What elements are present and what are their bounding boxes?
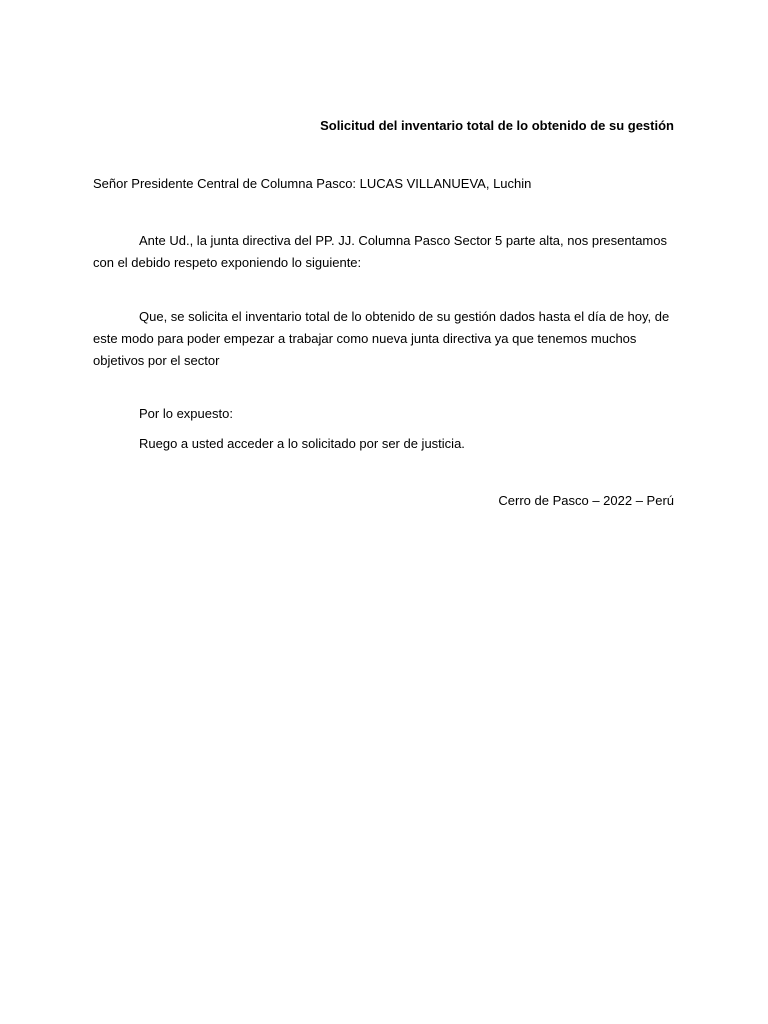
paragraph-request [93, 306, 677, 372]
paragraph-request-text: Que, se solicita el inventario total de lo obtenido de su gestión dados hasta el día de hoy, de este modo para poder empezar a trabajar como nueva junta directiva ya que tenemos muchos objetivos por el sector [93, 309, 670, 368]
place-and-date: Cerro de Pasco – 2022 – Perú [498, 493, 674, 508]
closing-ruego: Ruego a usted acceder a lo solicitado por ser de justicia. [139, 436, 465, 451]
document-subject: Solicitud del inventario total de lo obtenido de su gestión [320, 118, 674, 133]
document-addressee: Señor Presidente Central de Columna Pasco: LUCAS VILLANUEVA, Luchin [93, 176, 532, 191]
paragraph-introduction-text: Ante Ud., la junta directiva del PP. JJ. Columna Pasco Sector 5 parte alta, nos presentamos con el debido respeto exponiendo lo siguiente: [93, 233, 667, 270]
paragraph-introduction [93, 230, 677, 274]
closing-expuesto: Por lo expuesto: [139, 406, 233, 421]
